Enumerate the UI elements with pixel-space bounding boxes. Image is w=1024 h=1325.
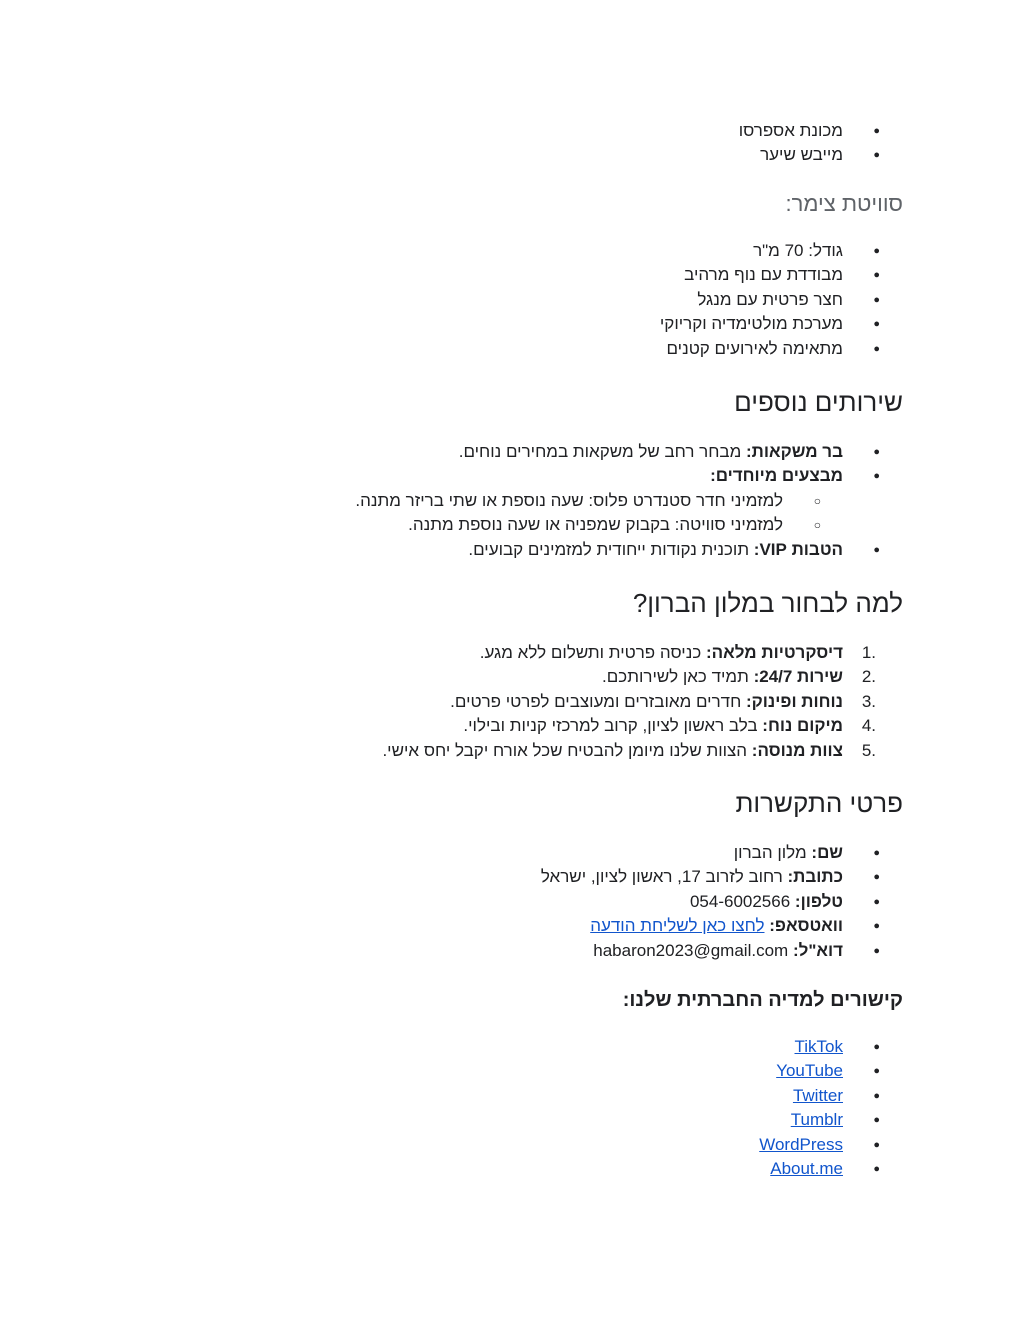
list-item: ● מערכת מולטימדיה וקריוקי [660, 312, 903, 336]
amenities-list [739, 119, 903, 168]
list-item [759, 1084, 903, 1108]
why-list [382, 641, 903, 763]
youtube-link[interactable]: YouTube [776, 1061, 843, 1081]
tumblr-link[interactable]: Tumblr [790, 1110, 843, 1130]
list-item [759, 1133, 903, 1157]
contact-name: ● שם: מלון הברון [541, 841, 903, 865]
list-item [759, 1035, 903, 1059]
contact-phone: ● טלפון: 054-6002566 [541, 890, 903, 914]
aboutme-link[interactable]: About.me [770, 1159, 843, 1179]
social-heading: קישורים למדיה החברתית שלנו: [622, 989, 903, 1011]
list-item: 3. נוחות ופינוק: חדרים מאובזרים ומעוצבים לפרטי פרטים. [450, 691, 876, 711]
list-item [459, 464, 903, 488]
suite-list [660, 239, 903, 361]
list-item: ● בר משקאות: מבחר רחב של משקאות במחירים נוחים. [459, 440, 903, 464]
list-item: 4. מיקום נוח: בלב ראשון לציון, קרוב למרכזי קניות ובילוי. [463, 716, 876, 736]
contact-whatsapp: ● וואטסאפ: לחצו כאן לשליחת הודעה [541, 914, 903, 938]
list-item: ● הטבות VIP: תוכנית נקודות ייחודית למזמינים קבועים. [468, 538, 903, 562]
list-item: ● מייבש שיער [739, 143, 903, 167]
contact-address: ● כתובת: רחוב לזרוב 17, ראשון לציון, ישראל [541, 865, 903, 889]
list-item [759, 1108, 903, 1132]
list-item [759, 1059, 903, 1083]
contact-heading: פרטי התקשרות [735, 788, 903, 818]
services-list [459, 440, 903, 489]
whatsapp-link[interactable]: לחצו כאן לשליחת הודעה [590, 916, 765, 936]
list-item: 2. שירות 24/7: תמיד כאן לשירותכם. [602, 667, 876, 687]
why-heading: למה לבחור במלון הברון? [632, 588, 903, 618]
specials-sublist [355, 489, 903, 538]
list-item [759, 1157, 903, 1181]
vip-list [468, 538, 903, 562]
list-item: 5. צוות מנוסה: הצוות שלנו מיומן להבטיח שכל אורח יקבל יחס אישי. [382, 740, 876, 760]
wordpress-link[interactable]: WordPress [759, 1134, 843, 1154]
list-item: ● מכונת אספרסו [739, 119, 903, 143]
list-item: 1. דיסקרטיות מלאה: כניסה פרטית ותשלום ללא מגע. [479, 643, 876, 662]
services-heading: שירותים נוספים [734, 387, 903, 417]
social-links-list [759, 1035, 903, 1181]
list-item: ● מבודדת עם נוף מרהיב [660, 263, 903, 287]
twitter-link[interactable]: Twitter [792, 1085, 843, 1105]
list-item: ● חצר פרטית עם מנגל [660, 288, 903, 312]
sub-list-item: ○ למזמיני חדר סטנדרט פלוס: שעה נוספת או שתי בריזר מתנה. [355, 489, 903, 513]
sub-list-item: ○ למזמיני סוויטה: בקבוק שמפניה או שעה נוספת מתנה. [355, 513, 903, 537]
contact-email: ● דוא"ל: habaron2023@gmail.com [541, 939, 903, 963]
bar-label: בר משקאות: [746, 442, 843, 461]
list-item: ● מתאימה לאירועים קטנים [660, 337, 903, 361]
vip-label: הטבות VIP: [753, 540, 843, 559]
list-item: ● גודל: 70 מ"ר [660, 239, 903, 263]
specials-label: מבצעים מיוחדים: [710, 466, 843, 486]
contact-list [541, 841, 903, 963]
suite-heading: סוויטת צימר: [785, 191, 903, 216]
tiktok-link[interactable]: TikTok [794, 1037, 843, 1056]
